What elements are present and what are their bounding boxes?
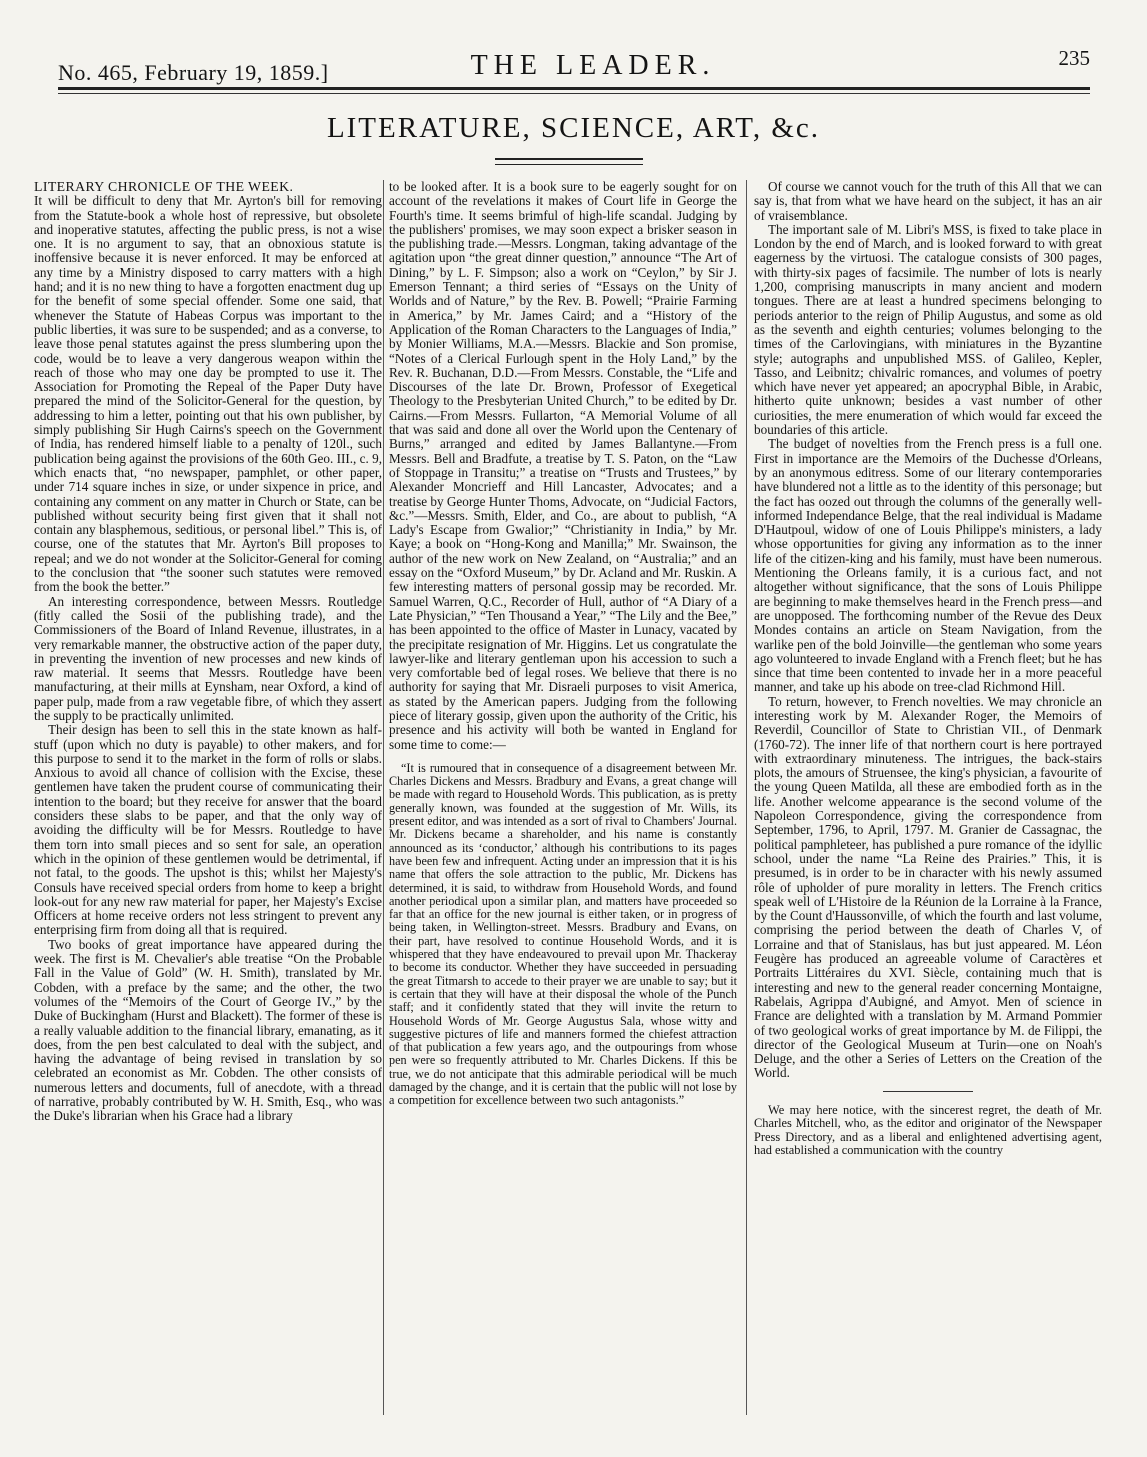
quoted-paragraph: “It is rumoured that in consequence of a disagreement between Mr. Charles Dickens and Messrs. Bradbury and Evans, a great change will be made with regard to Household Words. This publication, as is pretty generally known, was founded at the suggestion of Mr. Wills, its present editor, and was intended as a sort of rival to Chambers' Journal. Mr. Dickens became a shareholder, and his name is constantly announced as its ‘conductor,’ although his contributions to its pages have been few and infrequent. Acting under an impression that it is his name that offers the sole attraction to the public, Mr. Dickens has determined, it is said, to withdraw from Household Words, and found another periodical upon a similar plan, and matters have proceeded so far that an office for the new journal is either taken, or in progress of being taken, in Wellington-street. Messrs. Bradbury and Evans, on their part, have resolved to continue Household Words, and it is whispered that they have endeavoured to prevail upon Mr. Thackeray to become its conductor. Whether they have succeeded in persuading the great Titmarsh to accede to their prayer we are unable to say; but it is certain that they will have at their disposal the whole of the Punch staff; and it confidently stated that they will invite the return to Household Words of Mr. George Augustus Sala, whose witty and suggestive pictures of life and manners formed the chiefest attraction of that publication a few years ago, and the outpourings from whose pen were so frequently attributed to Mr. Charles Dickens. If this be true, we do not anticipate that this admirable periodical will be much damaged by the change, and it is certain that the public will not lose by a competition for excellence between two such antagonists.” [389, 760, 737, 1108]
paragraph: The budget of novelties from the French press is a full one. First in importance are the Memoirs of the Duchesse d'Orleans, by an anonymous editress. Some of our literary contemporaries have blundered not a little as to the identity of this personage; but the fact has oozed out through the columns of the generally well-informed Independance Belge, that the real individual is Madame D'Hautpoul, widow of one of Louis Philippe's ministers, a lady whose opportunities for giving any information as to the inner life of the citizen-king and his family, must have been numerous. Mentioning the Orleans family, it is a curious fact, and not altogether without significance, that the sons of Louis Philippe are beginning to make themselves heard in the French press—and are unopposed. The forthcoming number of the Revue des Deux Mondes contains an article on Steam Navigation, from the warlike pen of the bold Joinville—the gentleman who some years ago volunteered to invade England with a French fleet; but he has since that time been contented to invade her in a more peaceful manner, and take up his abode on tree-clad Richmond Hill. [754, 436, 1102, 695]
newspaper-title: THE LEADER. [470, 50, 716, 81]
masthead-rule-thin [58, 93, 1090, 94]
paragraph: Of course we cannot vouch for the truth of this All that we can say is, that from what we have heard on the subject, it has an air of vraisemblance. [754, 180, 1102, 223]
masthead-rule-thick [58, 87, 1090, 90]
page-number: 235 [1058, 46, 1090, 70]
column-3 [754, 180, 1102, 1415]
paragraph: It will be difficult to deny that Mr. Ayrton's bill for removing from the Statute-book a whole host of repressive, but obsolete and inoperative statutes, affecting the public press, is not a wise one. It is no argument to say, that an obnoxious statute is inoffensive because it is never enforced. It may be enforced at any time by a Ministry disposed to carry matters with a high hand; and it is no new thing to have a forgotten enactment dug up for the benefit of some special offender. Some one said, that whenever the Statute of Habeas Corpus was important to the public liberties, it was sure to be suspended; and as a converse, to leave those penal statutes against the press slumbering upon the code, would be to leave a very dangerous weapon within the reach of those who may one day be prompted to use it. The Association for Promoting the Repeal of the Paper Duty have prepared the mind of the Solicitor-General for the question, by addressing to him a letter, pointing out that his own publisher, by simply publishing Sir Hugh Cairns's speech on the Government of India, has rendered himself liable to a penalty of 120l., such publication being against the provisions of the 60th Geo. III., c. 9, which enacts that, “no newspaper, pamphlet, or other paper, under 714 square inches in size, or under sixpence in price, and containing any comment on any matter in Church or State, can be published without security being first given that it shall not contain any blasphemous, seditious, or personal libel.” This is, of course, one of the statutes that Mr. Ayrton's Bill proposes to repeal; and we do not wonder at the Solicitor-General for coming to the conclusion that “the sooner such statutes were removed from the book the better.” [34, 193, 382, 595]
column-divider-1 [383, 180, 384, 1415]
paragraph: to be looked after. It is a book sure to be eagerly sought for on account of the revelations it makes of Court life in George the Fourth's time. It seems brimful of high-life scandal. Judging by the publishers' promises, we may soon expect a brisker season in the publishing trade.—Messrs. Longman, taking advantage of the agitation upon “the great dinner question,” announce “The Art of Dining,” by L. F. Simpson; also a work on “Ceylon,” by Sir J. Emerson Tennant; a third series of “Essays on the Unity of Worlds and of Nature,” by the Rev. B. Powell; “Prairie Farming in America,” by Mr. James Caird; and a “History of the Application of the Roman Characters to the Languages of India,” by Monier Williams, M.A.—Messrs. Blackie and Son promise, “Notes of a Clerical Furlough spent in the Holy Land,” by the Rev. R. Buchanan, D.D.—From Messrs. Constable, the “Life and Discourses of the late Dr. Brown, Professor of Exegetical Theology to the Presbyterian United Church,” to be edited by Dr. Cairns.—From Messrs. Fullarton, “A Memorial Volume of all that was said and done all over the World upon the Centenary of Burns,” arranged and edited by James Ballantyne.—From Messrs. Bell and Bradfute, a treatise by T. S. Paton, on the “Law of Stoppage in Transitu;” a treatise on “Trusts and Trustees,” by Alexander Moncrieff and Hill Lancaster, Advocates; and a treatise by George Hunter Thoms, Advocate, on “Judicial Factors, &c.”—Messrs. Smith, Elder, and Co., are about to publish, “A Lady's Escape from Gwalior;” “Christianity in India,” by Mr. Kaye; a book on “Hong-Kong and Manilla;” Mr. Swainson, the author of the new work on New Zealand, on “Australia;” and an essay on the “Oxford Museum,” by Dr. Acland and Mr. Ruskin. A few interesting matters of personal gossip may be recorded. Mr. Samuel Warren, Q.C., Recorder of Hull, author of “A Diary of a Late Physician,” “Ten Thousand a Year,” “The Lily and the Bee,” has been appointed to the office of Master in Lunacy, vacated by the precipitate resignation of Mr. Higgins. Let us congratulate the lawyer-like and literary gentleman upon his accession to such a very comfortable bed of legal roses. We believe that there is no authority for saying that Mr. Disraeli purposes to visit America, as stated by the American papers. Judging from the following piece of literary gossip, given upon the authority of the Critic, his presence and his activity will both be wanted in England for some time to come:— [389, 180, 737, 752]
section-title: LITERATURE, SCIENCE, ART, &c. [326, 112, 821, 144]
paragraph: Two books of great importance have appeared during the week. The first is M. Chevalier's able treatise “On the Probable Fall in the Value of Gold” (W. H. Smith), translated by Mr. Cobden, with a preface by the same; and the other, the two volumes of the “Memoirs of the Court of George IV.,” by the Duke of Buckingham (Hurst and Blackett). The former of these is a really valuable addition to the financial library, emanating, as it does, from the pen best calculated to deal with the subject, and having the advantage of being revised in translation by so celebrated an economist as Mr. Cobden. The other consists of numerous letters and documents, full of anecdote, with a thread of narrative, probably contributed by W. H. Smith, Esq., who was the Duke's librarian when his Grace had a library [34, 936, 382, 1124]
masthead [58, 46, 1090, 86]
column-1 [34, 180, 382, 1415]
paragraph: An interesting correspondence, between Messrs. Routledge (fitly called the Sosii of the publishing trade), and the Commissioners of the Board of Inland Revenue, illustrates, in a very remarkable manner, the obstructive action of the paper duty, in preventing the invention of new processes and new kinds of raw material. It seems that Messrs. Routledge have been manufacturing, at their mills at Eynsham, near Oxford, a kind of paper pulp, made from a raw vegetable fibre, of which they assert the supply to be practically unlimited. [34, 593, 382, 723]
paragraph: To return, however, to French novelties. We may chronicle an interesting work by M. Alexander Roger, the Memoirs of Reverdil, Councillor of State to Christian VII., of Denmark (1760-72). The inner life of that northern court is here portrayed with extraordinary minuteness. The intrigues, the back-stairs plots, the amours of Struensee, the king's physician, a favourite of the young Queen Matilda, all these are embodied forth as in the life. Another welcome appearance is the second volume of the Napoleon Correspondence, giving the correspondence from September, 1796, to April, 1797. M. Granier de Cassagnac, the political pamphleteer, has published a pure romance of the idyllic school, under the name “La Reine des Prairies.” This, it is presumed, is in order to be in character with his newly assumed rôle of upholder of pure morality in letters. The French critics speak well of L'Histoire de la Réunion de la Lorraine à la France, by the Count d'Haussonville, of which the fourth and last volume, comprising the period between the death of Charles V, of Lorraine and that of Stanislaus, has but just appeared. M. Léon Feugère has produced an agreeable volume of Caractères et Portraits Littéraires du XVI. Siècle, containing much that is interesting and new to the general reader concerning Montaigne, Rabelais, Agrippa d'Aubigné, and Amyot. Men of science in France are delighted with a translation by M. Armand Pommier of two geological works of great importance by M. de Filippi, the director of the Geological Museum at Turin—one on Noah's Deluge, and the other a Series of Letters on the Creation of the World. [754, 693, 1102, 1081]
chronicle-heading: LITERARY CHRONICLE OF THE WEEK. [34, 180, 294, 194]
column-2 [389, 180, 737, 1415]
separator-rule [883, 1091, 973, 1092]
issue-date: No. 465, February 19, 1859.] [58, 60, 329, 85]
column-divider-2 [746, 180, 747, 1415]
paragraph: Their design has been to sell this in the state known as half-stuff (upon which no duty is payable) to other makers, and for this purpose to send it to the market in the form of rolls or slabs. Anxious to avoid all chance of collision with the Excise, these gentlemen have taken the prudent course of communicating their intention to the board; but they receive for answer that the board considers these slabs to be paper, and that the only way of avoiding the difficulty will be for Messrs. Routledge to have them torn into small pieces and so sent for sale, an operation which in the opinion of these gentlemen would be detrimental, if not fatal, to the goods. The upshot is this; whilst her Majesty's Consuls have received special orders from home to keep a bright look-out for any new raw material for paper, her Majesty's Excise Officers at home receive orders not less stringent to prevent any enterprising firm from doing all that is required. [34, 722, 382, 938]
title-rule-lower [495, 164, 643, 165]
paragraph: The important sale of M. Libri's MSS, is fixed to take place in London by the end of March, and is looked forward to with great eagerness by the virtuosi. The catalogue consists of 300 pages, with thirty-six pages of facsimile. The number of lots is nearly 1,200, comprising manuscripts in many ancient and modern tongues. There are at least a hundred specimens belonging to periods anterior to the reign of Philip Augustus, and some as old as the seventh and eighth centuries; volumes belonging to the times of the Carlovingians, with miniatures in the Byzantine style; autographs and unpublished MSS. of Galileo, Kepler, Tasso, and Leibnitz; chivalric romances, and volumes of poetry which have never yet appeared; an apocryphal Bible, in Arabic, hitherto quite unknown; besides a vast number of other curiosities, the mere enumeration of which would far exceed the boundaries of this article. [754, 221, 1102, 438]
paragraph: We may here notice, with the sincerest regret, the death of Mr. Charles Mitchell, who, as the editor and originator of the Newspaper Press Directory, and as a liberal and enlightened advertising agent, had established a communication with the country [754, 1102, 1102, 1158]
title-rule-upper [495, 158, 643, 160]
